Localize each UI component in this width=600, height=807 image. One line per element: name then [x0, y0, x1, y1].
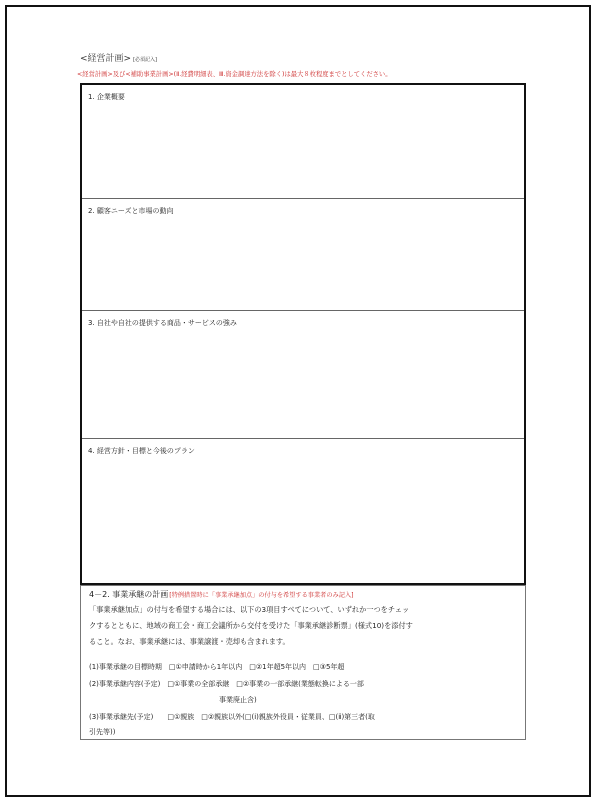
section-company-overview[interactable] [82, 85, 524, 199]
succession-paragraph-line: ること。なお、事業承継には、事業譲渡・売却も含まれます。 [89, 637, 290, 646]
succession-paragraph-line: 「事業承継加点」の付与を希望する場合には、以下の3項目すべてについて、いずれか一つをチェッ [89, 605, 410, 614]
section-label: 4. 経営方針・目標と今後のプラン [88, 447, 195, 455]
document-page [5, 5, 591, 797]
succession-timing-options[interactable]: (1)事業承継の目標時期 □①申請時から1年以内 □②1年超5年以内 □③5年超 [89, 663, 345, 671]
plan-title: <経営計画> [80, 54, 132, 64]
section-strengths[interactable] [82, 311, 524, 439]
section-customer-needs[interactable] [82, 199, 524, 311]
succession-plan-section [80, 585, 526, 740]
business-plan-form [80, 83, 526, 585]
section-label: 1. 企業概要 [88, 93, 125, 101]
required-tag: [必須記入] [133, 57, 157, 63]
succession-title: 4－2. 事業承継の計画 [89, 590, 169, 599]
succession-content-options[interactable]: (2)事業承継内容(予定) □①事業の全部承継 □②事業の一部承継(業態転換による一部 [89, 680, 364, 688]
successor-continuation: 引先等)) [89, 728, 116, 736]
succession-heading [89, 589, 354, 600]
plan-heading [80, 51, 157, 64]
instruction-note: <経営計画>及び<補助事業計画>(Ⅱ.経費明細表、Ⅲ.資金調達方法を除く)は最大８枚程度までとしてください。 [77, 71, 392, 78]
succession-content-continuation: 事業廃止含) [219, 696, 257, 704]
succession-note: [特例措置時に「事業承継加点」の付与を希望する事業者のみ記入] [169, 592, 354, 599]
section-management-plan[interactable] [82, 439, 524, 583]
section-label: 2. 顧客ニーズと市場の動向 [88, 207, 174, 215]
section-label: 3. 自社や自社の提供する商品・サービスの強み [88, 319, 237, 327]
successor-options[interactable]: (3)事業承継先(予定) □①親族 □②親族以外(□(ⅰ)親族外役員・従業員、□(ⅱ)第三者(取 [89, 713, 375, 721]
succession-paragraph-line: クするとともに、地域の商工会・商工会議所から交付を受けた「事業承継診断票」(様式10)を添付す [89, 621, 413, 630]
